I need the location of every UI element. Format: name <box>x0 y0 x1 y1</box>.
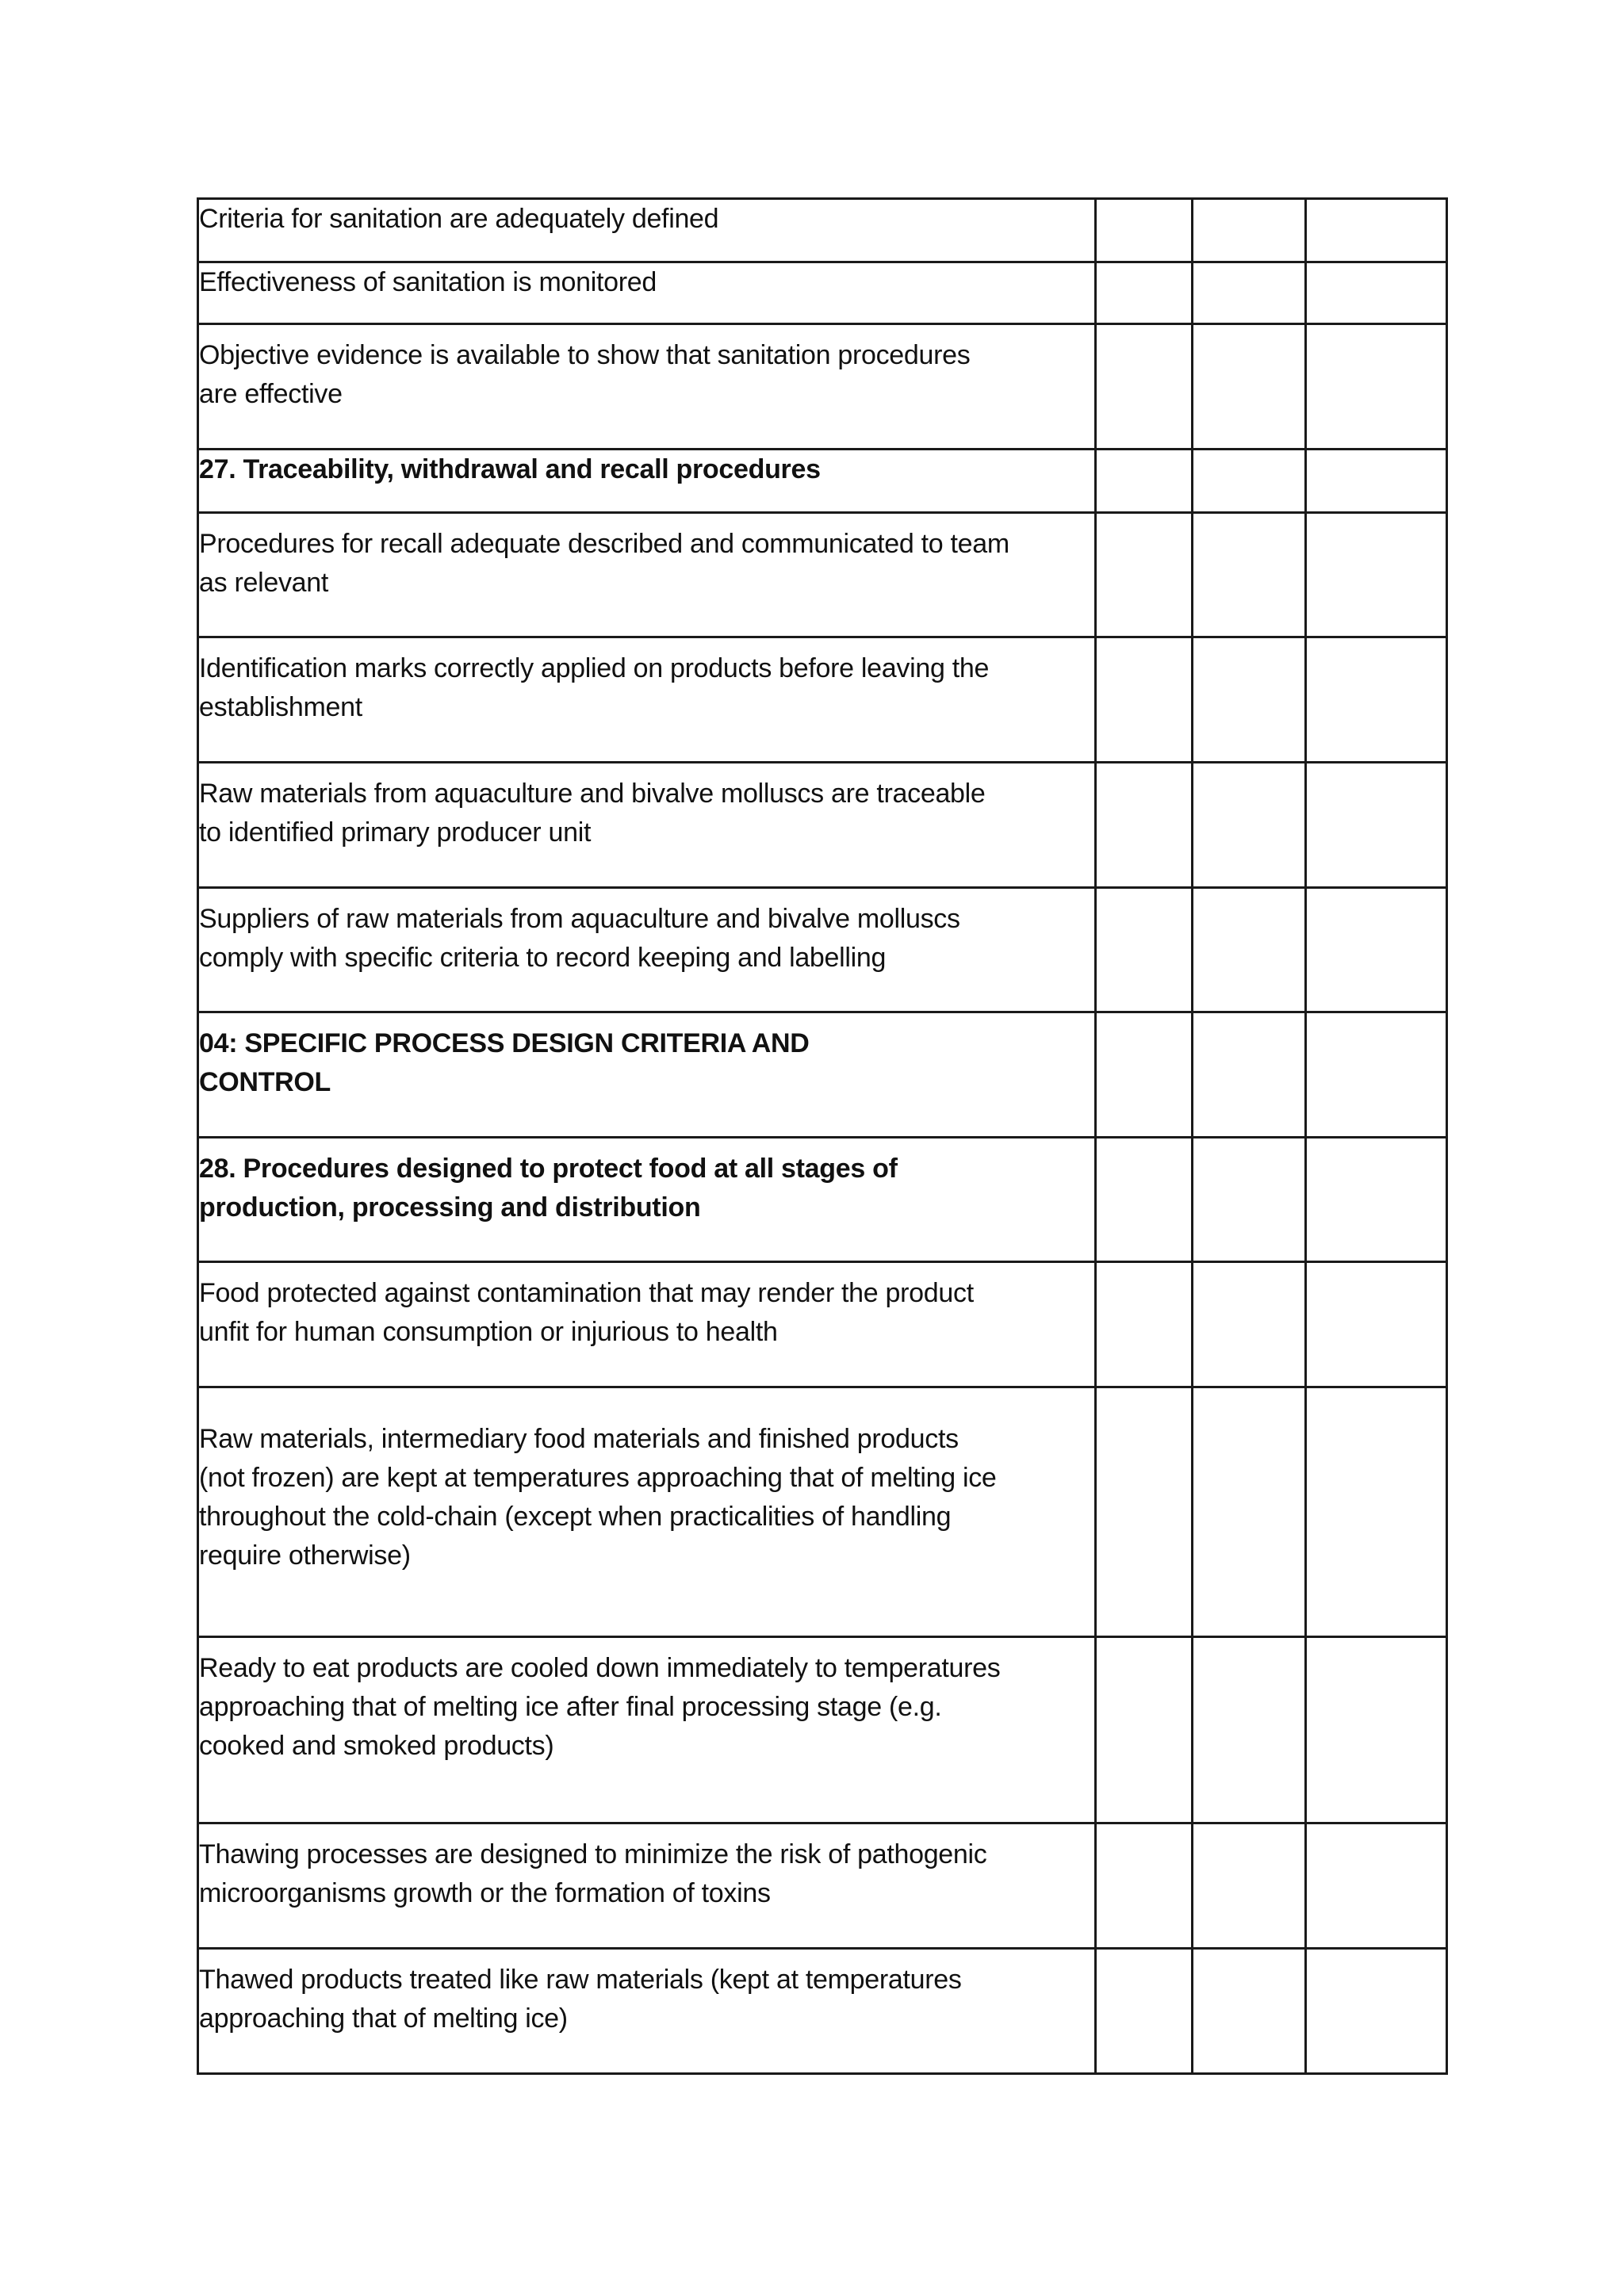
section-heading: 27. Traceability, withdrawal and recall procedures <box>199 454 821 484</box>
check-cell-3[interactable] <box>1306 450 1447 513</box>
criterion-text: Ready to eat products are cooled down immediately to temperatures approaching that of melting ice after final processing stage (e.g. cooked and smoked products) <box>199 1653 1001 1761</box>
check-cell-2[interactable] <box>1193 1012 1306 1138</box>
section-heading-cell <box>198 1012 1096 1138</box>
criterion-cell <box>198 1823 1096 1949</box>
check-cell-2[interactable] <box>1193 513 1306 637</box>
check-cell-3[interactable] <box>1306 1823 1447 1949</box>
table-row <box>198 1823 1447 1949</box>
check-cell-1[interactable] <box>1096 324 1193 450</box>
check-cell-1[interactable] <box>1096 1949 1193 2074</box>
criterion-text: Raw materials, intermediary food materials and finished products (not frozen) are kept at temperatures approaching that of melting ice throughout the cold-chain (except when practicalities of handling require otherwise) <box>199 1424 997 1571</box>
criterion-cell <box>198 1637 1096 1823</box>
check-cell-1[interactable] <box>1096 199 1193 262</box>
criterion-text: Thawed products treated like raw materials (kept at temperatures approaching that of melting ice) <box>199 1965 962 2034</box>
table-row <box>198 324 1447 450</box>
criterion-cell <box>198 1949 1096 2074</box>
table-row <box>198 763 1447 888</box>
check-cell-3[interactable] <box>1306 1387 1447 1637</box>
check-cell-3[interactable] <box>1306 1012 1447 1138</box>
criterion-text: Food protected against contamination that may render the product unfit for human consumption or injurious to health <box>199 1278 974 1347</box>
check-cell-3[interactable] <box>1306 1138 1447 1262</box>
criterion-text: Objective evidence is available to show that sanitation procedures are effective <box>199 340 971 409</box>
criterion-text: Suppliers of raw materials from aquaculture and bivalve molluscs comply with specific criteria to record keeping and labelling <box>199 904 960 973</box>
check-cell-1[interactable] <box>1096 763 1193 888</box>
checklist-table <box>197 197 1448 2075</box>
section-heading: 04: SPECIFIC PROCESS DESIGN CRITERIA AND CONTROL <box>199 1028 810 1097</box>
criterion-text: Procedures for recall adequate described and communicated to team as relevant <box>199 529 1009 598</box>
check-cell-3[interactable] <box>1306 1637 1447 1823</box>
criterion-text: Raw materials from aquaculture and bivalve molluscs are traceable to identified primary producer unit <box>199 779 986 848</box>
check-cell-2[interactable] <box>1193 763 1306 888</box>
table-row <box>198 450 1447 513</box>
table-row <box>198 1262 1447 1387</box>
table-row <box>198 1949 1447 2074</box>
section-heading: 28. Procedures designed to protect food at all stages of production, processing and distribution <box>199 1154 898 1223</box>
table-row <box>198 1387 1447 1637</box>
check-cell-1[interactable] <box>1096 888 1193 1012</box>
criterion-cell <box>198 1262 1096 1387</box>
check-cell-3[interactable] <box>1306 888 1447 1012</box>
criterion-cell <box>198 1387 1096 1637</box>
check-cell-3[interactable] <box>1306 513 1447 637</box>
check-cell-2[interactable] <box>1193 199 1306 262</box>
check-cell-3[interactable] <box>1306 262 1447 324</box>
check-cell-1[interactable] <box>1096 1262 1193 1387</box>
check-cell-3[interactable] <box>1306 1949 1447 2074</box>
criterion-cell <box>198 888 1096 1012</box>
check-cell-1[interactable] <box>1096 1637 1193 1823</box>
check-cell-1[interactable] <box>1096 1387 1193 1637</box>
check-cell-1[interactable] <box>1096 1138 1193 1262</box>
criterion-text: Identification marks correctly applied on products before leaving the establishment <box>199 653 990 722</box>
criterion-text: Thawing processes are designed to minimize the risk of pathogenic microorganisms growth or the formation of toxins <box>199 1839 987 1908</box>
check-cell-1[interactable] <box>1096 637 1193 763</box>
table-row <box>198 513 1447 637</box>
table-row <box>198 199 1447 262</box>
check-cell-2[interactable] <box>1193 1387 1306 1637</box>
check-cell-3[interactable] <box>1306 199 1447 262</box>
check-cell-2[interactable] <box>1193 637 1306 763</box>
check-cell-3[interactable] <box>1306 637 1447 763</box>
check-cell-3[interactable] <box>1306 763 1447 888</box>
criterion-cell <box>198 763 1096 888</box>
criterion-cell <box>198 324 1096 450</box>
check-cell-1[interactable] <box>1096 513 1193 637</box>
check-cell-2[interactable] <box>1193 1138 1306 1262</box>
criterion-text: Criteria for sanitation are adequately defined <box>199 204 719 234</box>
check-cell-3[interactable] <box>1306 324 1447 450</box>
check-cell-2[interactable] <box>1193 1262 1306 1387</box>
check-cell-2[interactable] <box>1193 1637 1306 1823</box>
table-row <box>198 888 1447 1012</box>
check-cell-1[interactable] <box>1096 1012 1193 1138</box>
check-cell-3[interactable] <box>1306 1262 1447 1387</box>
criterion-cell <box>198 637 1096 763</box>
table-row <box>198 1138 1447 1262</box>
section-heading-cell <box>198 450 1096 513</box>
check-cell-2[interactable] <box>1193 262 1306 324</box>
criterion-cell <box>198 262 1096 324</box>
check-cell-2[interactable] <box>1193 324 1306 450</box>
table-row <box>198 1012 1447 1138</box>
table-row <box>198 1637 1447 1823</box>
criterion-cell <box>198 199 1096 262</box>
check-cell-2[interactable] <box>1193 450 1306 513</box>
check-cell-1[interactable] <box>1096 1823 1193 1949</box>
check-cell-2[interactable] <box>1193 1949 1306 2074</box>
check-cell-1[interactable] <box>1096 450 1193 513</box>
criterion-cell <box>198 513 1096 637</box>
criterion-text: Effectiveness of sanitation is monitored <box>199 267 657 297</box>
check-cell-1[interactable] <box>1096 262 1193 324</box>
check-cell-2[interactable] <box>1193 888 1306 1012</box>
table-row <box>198 262 1447 324</box>
table-row <box>198 637 1447 763</box>
check-cell-2[interactable] <box>1193 1823 1306 1949</box>
section-heading-cell <box>198 1138 1096 1262</box>
